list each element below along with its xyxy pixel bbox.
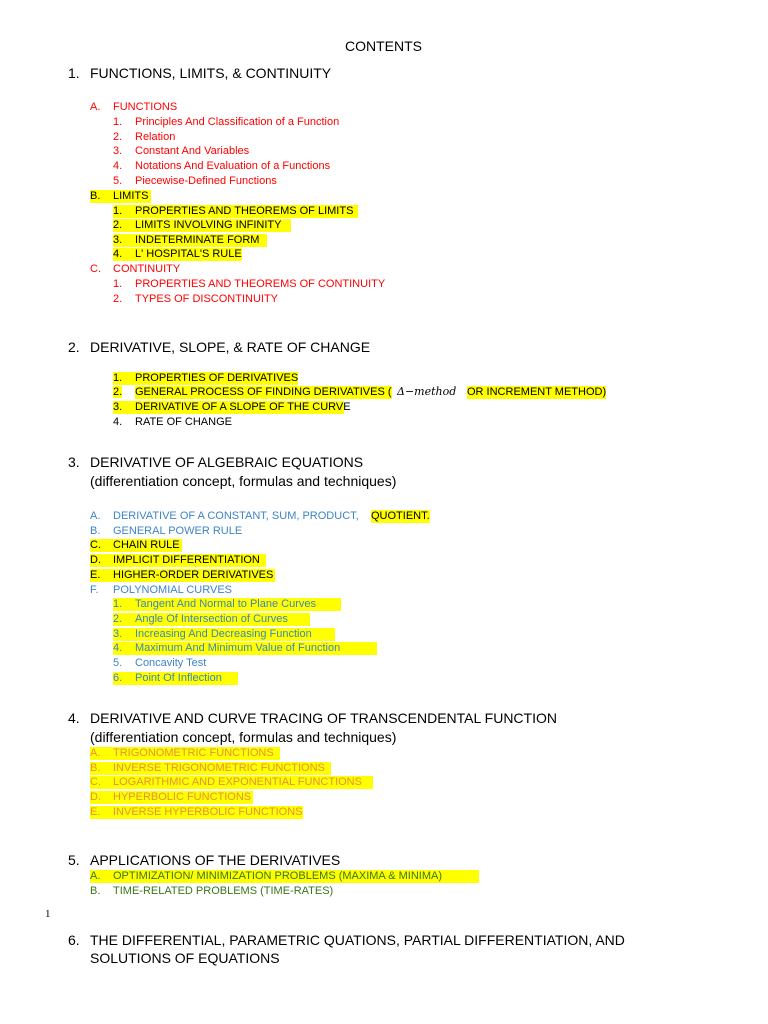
- section-3-title: DERIVATIVE OF ALGEBRAIC EQUATIONS: [90, 454, 364, 470]
- s3-a: DERIVATIVE OF A CONSTANT, SUM, PRODUCT,: [113, 510, 359, 522]
- s1-a-4: Notations And Evaluation of a Functions: [135, 160, 331, 172]
- s1-b-1: PROPERTIES AND THEOREMS OF LIMITS: [135, 205, 354, 217]
- s2-2-num: 2.: [113, 386, 123, 398]
- s4-b: INVERSE TRIGONOMETRIC FUNCTIONS: [113, 762, 325, 774]
- s3-e-letter: E.: [90, 569, 101, 581]
- s1-a-2-num: 2.: [113, 131, 123, 143]
- section-5-title: APPLICATIONS OF THE DERIVATIVES: [90, 852, 341, 868]
- section-3-number: 3.: [68, 454, 80, 470]
- s1-c-1: PROPERTIES AND THEOREMS OF CONTINUITY: [135, 278, 386, 290]
- s1-b-2-row: [113, 219, 291, 232]
- s3-f-6-num: 6.: [113, 672, 123, 684]
- s3-f-5-num: 5.: [113, 657, 123, 669]
- s3-b-letter: B.: [90, 525, 101, 537]
- s4-e-row: [90, 806, 303, 819]
- s1-b-1-num: 1.: [113, 205, 123, 217]
- page-title: CONTENTS: [345, 38, 422, 54]
- s4-d-row: [90, 791, 253, 804]
- s1-c-letter: C.: [90, 263, 101, 275]
- s3-f-1-num: 1.: [113, 598, 123, 610]
- s1-b-label: LIMITS: [113, 190, 149, 202]
- s4-c-row: [90, 776, 373, 789]
- s1-a-5-num: 5.: [113, 175, 123, 187]
- s4-e-letter: E.: [90, 806, 101, 818]
- s1-b-letter: B.: [90, 190, 101, 202]
- s3-c: CHAIN RULE: [113, 539, 180, 551]
- s1-b-1-row: [113, 205, 358, 218]
- s1-c-2: TYPES OF DISCONTINUITY: [135, 293, 279, 305]
- section-1-title: FUNCTIONS, LIMITS, & CONTINUITY: [90, 65, 332, 81]
- s3-f-4-row: [113, 642, 377, 655]
- section-5-number: 5.: [68, 852, 80, 868]
- s4-a: TRIGONOMETRIC FUNCTIONS: [113, 747, 274, 759]
- section-4-number: 4.: [68, 710, 80, 726]
- s1-b-4-num: 4.: [113, 248, 123, 260]
- s1-a-5: Piecewise-Defined Functions: [135, 175, 277, 187]
- s4-d-letter: D.: [90, 791, 101, 803]
- s4-c: LOGARITHMIC AND EXPONENTIAL FUNCTIONS: [113, 776, 362, 788]
- s1-c-label: CONTINUITY: [113, 263, 181, 275]
- s3-f-1-row: [113, 598, 341, 611]
- s1-a-label: FUNCTIONS: [113, 101, 178, 113]
- s1-b-4: L' HOSPITAL'S RULE: [135, 248, 242, 260]
- s1-b-3-num: 3.: [113, 234, 123, 246]
- s3-f-4-num: 4.: [113, 642, 123, 654]
- s3-a-highlight: QUOTIENT.: [371, 510, 430, 522]
- s3-c-letter: C.: [90, 539, 101, 551]
- s4-a-letter: A.: [90, 747, 101, 759]
- s5-a-row: [90, 870, 479, 883]
- s2-2-row: [113, 386, 392, 399]
- s3-f-3-row: [113, 628, 335, 641]
- s4-c-letter: C.: [90, 776, 101, 788]
- s3-f-6: Point Of Inflection: [135, 672, 222, 684]
- s1-b-row: [90, 190, 151, 203]
- s1-a-3: Constant And Variables: [135, 145, 250, 157]
- s3-c-row: [90, 539, 182, 552]
- s1-a-1: Principles And Classification of a Function: [135, 116, 340, 128]
- s3-f-2-num: 2.: [113, 613, 123, 625]
- s2-1-num: 1.: [113, 372, 123, 384]
- s1-a-4-num: 4.: [113, 160, 123, 172]
- s3-a-letter: A.: [90, 510, 101, 522]
- s3-d: IMPLICIT DIFFERENTIATION: [113, 554, 260, 566]
- s1-a-3-num: 3.: [113, 145, 123, 157]
- section-2-number: 2.: [68, 339, 80, 355]
- s4-d: HYPERBOLIC FUNCTIONS: [113, 791, 252, 803]
- s1-b-4-row: [113, 248, 242, 261]
- s2-2-text: GENERAL PROCESS OF FINDING DERIVATIVES (: [135, 386, 392, 398]
- s5-b-letter: B.: [90, 885, 101, 897]
- s5-a-letter: A.: [90, 870, 101, 882]
- section-6-title-line2: SOLUTIONS OF EQUATIONS: [90, 950, 280, 966]
- s1-a-1-num: 1.: [113, 116, 123, 128]
- s3-f-5: Concavity Test: [135, 657, 207, 669]
- s2-1-row: [113, 372, 298, 385]
- s3-f-1: Tangent And Normal to Plane Curves: [135, 598, 316, 610]
- s2-4: RATE OF CHANGE: [135, 416, 232, 428]
- s4-a-row: [90, 747, 280, 760]
- s2-2-tail: OR INCREMENT METHOD): [467, 386, 607, 398]
- section-1-number: 1.: [68, 65, 80, 81]
- s4-b-letter: B.: [90, 762, 101, 774]
- s5-b: TIME-RELATED PROBLEMS (TIME-RATES): [113, 885, 334, 897]
- s3-f: POLYNOMIAL CURVES: [113, 584, 232, 596]
- s4-b-row: [90, 762, 331, 775]
- s2-3-num: 3.: [113, 401, 123, 413]
- s2-2-math: Δ−method: [397, 385, 457, 398]
- s2-3-row: [113, 401, 351, 414]
- s1-b-2-num: 2.: [113, 219, 123, 231]
- s1-c-1-num: 1.: [113, 278, 123, 290]
- s3-f-2: Angle Of Intersection of Curves: [135, 613, 288, 625]
- s3-f-6-row: [113, 672, 238, 685]
- section-4-subtitle: (differentiation concept, formulas and techniques): [90, 729, 397, 745]
- s2-4-num: 4.: [113, 416, 123, 428]
- s4-e: INVERSE HYPERBOLIC FUNCTIONS: [113, 806, 303, 818]
- s1-b-2: LIMITS INVOLVING INFINITY: [135, 219, 282, 231]
- s3-e: HIGHER-ORDER DERIVATIVES: [113, 569, 274, 581]
- section-2-title: DERIVATIVE, SLOPE, & RATE OF CHANGE: [90, 339, 371, 355]
- s3-d-row: [90, 554, 266, 567]
- s1-c-2-num: 2.: [113, 293, 123, 305]
- s3-e-row: [90, 569, 275, 582]
- s5-a: OPTIMIZATION/ MINIMIZATION PROBLEMS (MAXIMA & MINIMA): [113, 870, 442, 882]
- section-3-subtitle: (differentiation concept, formulas and techniques): [90, 473, 397, 489]
- s1-a-letter: A.: [90, 101, 101, 113]
- section-6-number: 6.: [68, 932, 80, 948]
- s1-b-3: INDETERMINATE FORM: [135, 234, 260, 246]
- s3-f-2-row: [113, 613, 310, 626]
- s3-f-letter: F.: [90, 584, 99, 596]
- s3-d-letter: D.: [90, 554, 101, 566]
- s1-a-2: Relation: [135, 131, 176, 143]
- s2-1: PROPERTIES OF DERIVATIVES: [135, 372, 299, 384]
- s3-f-3: Increasing And Decreasing Function: [135, 628, 312, 640]
- s3-b: GENERAL POWER RULE: [113, 525, 243, 537]
- section-4-title: DERIVATIVE AND CURVE TRACING OF TRANSCENDENTAL FUNCTION: [90, 710, 557, 726]
- s2-3: DERIVATIVE OF A SLOPE OF THE CURVE: [135, 401, 351, 413]
- page-number: 1: [45, 908, 51, 920]
- s3-f-3-num: 3.: [113, 628, 123, 640]
- s1-b-3-row: [113, 234, 267, 247]
- section-6-title: THE DIFFERENTIAL, PARAMETRIC QUATIONS, PARTIAL DIFFERENTIATION, AND: [90, 932, 625, 948]
- s3-f-4: Maximum And Minimum Value of Function: [135, 642, 341, 654]
